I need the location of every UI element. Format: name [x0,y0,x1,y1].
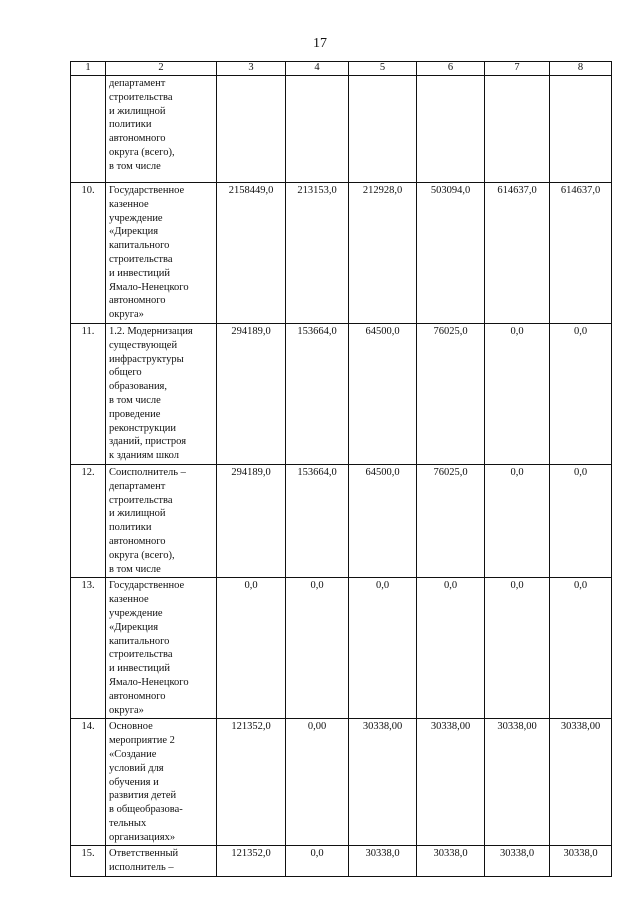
value-cell: 0,0 [286,578,349,719]
value-cell: 0,0 [550,578,612,719]
name-line: департамент [109,78,166,89]
name-line: образования, [109,381,168,393]
value-cell: 30338,00 [417,719,485,846]
name-line: общего [109,367,142,379]
name-line: проведение [109,408,161,420]
name-line: казенное [109,198,149,210]
value-cell: 121352,0 [217,846,286,877]
table-row [71,183,612,324]
name-line: округа (всего), [109,549,175,561]
value-cell: 0,0 [550,324,612,465]
name-line: автономного [109,690,166,702]
value-cell: 30338,0 [349,846,417,877]
value-cell [417,76,485,183]
name-line: учреждение [109,212,163,224]
name-line: Государственное [109,185,185,196]
value-cell: 30338,0 [485,846,550,877]
name-line: округа (всего), [109,146,175,158]
name-line: строительства [109,494,173,506]
row-name-cell [106,719,217,846]
value-cell: 30338,00 [485,719,550,846]
name-line: капитального [109,635,170,647]
value-cell: 212928,0 [349,183,417,324]
name-line: автономного [109,295,166,307]
column-header: 4 [286,62,349,76]
name-line: округа» [109,704,144,716]
row-name-cell [106,464,217,577]
row-name-cell [106,324,217,465]
column-header: 2 [106,62,217,76]
name-line: и инвестиций [109,663,171,675]
value-cell: 0,0 [417,578,485,719]
table-row [71,846,612,877]
value-cell: 213153,0 [286,183,349,324]
name-line: инфраструктуры [109,353,184,365]
value-cell: 0,0 [286,846,349,877]
value-cell: 153664,0 [286,464,349,577]
name-line: существующей [109,339,178,351]
row-number-cell: 13. [71,578,106,719]
name-line: к зданиям школ [109,450,180,462]
row-number-cell [71,76,106,183]
value-cell [286,76,349,183]
value-cell: 121352,0 [217,719,286,846]
value-cell: 30338,00 [550,719,612,846]
row-name-cell [106,76,217,183]
name-line: тельных [109,817,147,829]
value-cell: 294189,0 [217,464,286,577]
value-cell: 64500,0 [349,324,417,465]
value-cell [550,76,612,183]
row-name-cell [106,846,217,877]
name-line: «Создание [109,748,157,760]
name-line: автономного [109,535,166,547]
table-row [71,578,612,719]
name-line: и жилищной [109,508,166,520]
name-line: в том числе [109,160,161,172]
table-row [71,719,612,846]
value-cell: 76025,0 [417,464,485,577]
value-cell: 30338,0 [417,846,485,877]
column-header: 5 [349,62,417,76]
table-body [71,76,612,877]
page-number: 17 [313,36,327,51]
name-line: исполнитель – [109,862,174,874]
value-cell: 30338,0 [550,846,612,877]
name-line: реконструкции [109,422,177,434]
column-header: 7 [485,62,550,76]
value-cell: 0,0 [349,578,417,719]
value-cell: 64500,0 [349,464,417,577]
row-name-cell [106,578,217,719]
name-line: Ямало-Ненецкого [109,676,189,688]
name-line: строительства [109,649,173,661]
name-line: обучения и [109,776,159,788]
name-line: в том числе [109,563,161,575]
name-line: «Дирекция [109,621,159,633]
row-number-cell: 12. [71,464,106,577]
value-cell: 76025,0 [417,324,485,465]
name-line: казенное [109,594,149,606]
name-line: строительства [109,253,173,265]
column-header: 6 [417,62,485,76]
name-line: мероприятие 2 [109,735,175,747]
name-line: 1.2. Модернизация [109,326,193,337]
name-line: строительства [109,91,173,103]
value-cell: 0,0 [485,324,550,465]
value-cell: 30338,00 [349,719,417,846]
name-line: Государственное [109,580,185,592]
name-line: и инвестиций [109,267,171,279]
value-cell: 0,0 [550,464,612,577]
value-cell: 614637,0 [550,183,612,324]
value-cell [485,76,550,183]
name-line: и жилищной [109,105,166,117]
name-line: зданий, пристроя [109,436,187,448]
value-cell: 153664,0 [286,324,349,465]
name-line: департамент [109,480,166,492]
value-cell: 0,00 [286,719,349,846]
name-line: «Дирекция [109,226,159,238]
table-row [71,324,612,465]
table-row [71,464,612,577]
column-header: 3 [217,62,286,76]
row-number-cell: 14. [71,719,106,846]
name-line: Основное [109,721,153,733]
column-number-row [71,62,612,76]
value-cell: 614637,0 [485,183,550,324]
name-line: политики [109,119,152,131]
value-cell: 503094,0 [417,183,485,324]
value-cell [217,76,286,183]
budget-table [70,61,612,877]
name-line: Соисполнитель – [109,466,186,478]
table-row [71,76,612,183]
column-header: 8 [550,62,612,76]
value-cell: 294189,0 [217,324,286,465]
row-number-cell: 11. [71,324,106,465]
value-cell: 0,0 [485,464,550,577]
name-line: в том числе [109,394,161,406]
value-cell: 2158449,0 [217,183,286,324]
value-cell: 0,0 [217,578,286,719]
name-line: учреждение [109,607,163,619]
name-line: в общеобразова- [109,804,183,816]
name-line: организациях» [109,831,176,843]
name-line: условий для [109,762,164,774]
value-cell: 0,0 [485,578,550,719]
row-number-cell: 10. [71,183,106,324]
name-line: автономного [109,133,166,145]
column-header: 1 [71,62,106,76]
name-line: Ответственный [109,848,179,860]
name-line: капитального [109,240,170,252]
name-line: политики [109,522,152,534]
name-line: Ямало-Ненецкого [109,281,189,293]
row-number-cell: 15. [71,846,106,877]
name-line: округа» [109,309,144,321]
name-line: развития детей [109,790,177,802]
value-cell [349,76,417,183]
row-name-cell [106,183,217,324]
